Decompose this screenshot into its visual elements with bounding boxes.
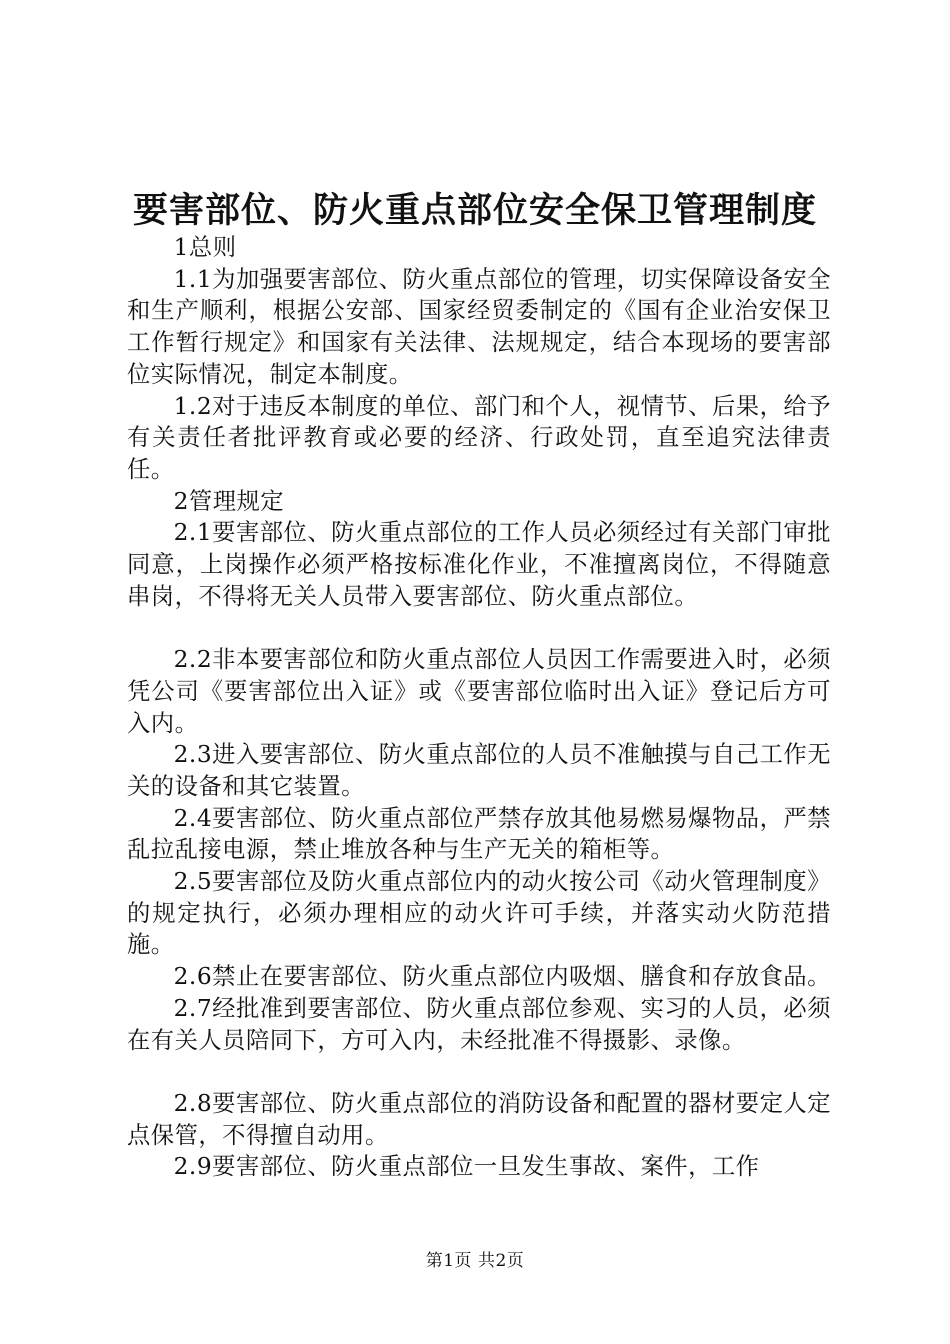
clause-2-8: 2.8要害部位、防火重点部位的消防设备和配置的器材要定人定点保管，不得擅自动用。	[127, 1089, 831, 1149]
document-title: 要害部位、防火重点部位安全保卫管理制度	[132, 190, 817, 231]
page-footer: 第1页 共2页	[425, 1251, 525, 1271]
clause-2-2: 2.2非本要害部位和防火重点部位人员因工作需要进入时，必须凭公司《要害部位出入证》或《要害部位临时出入证》登记后方可入内。	[127, 646, 831, 737]
clause-2-3: 2.3进入要害部位、防火重点部位的人员不准触摸与自己工作无关的设备和其它装置。	[127, 741, 831, 800]
clause-2-1: 2.1要害部位、防火重点部位的工作人员必须经过有关部门审批同意，上岗操作必须严格按标准化作业，不准擅离岗位，不得随意串岗，不得将无关人员带入要害部位、防火重点部位。	[127, 519, 831, 610]
clause-1-1: 1.1为加强要害部位、防火重点部位的管理，切实保障设备安全和生产顺利，根据公安部、国家经贸委制定的《国有企业治安保卫工作暂行规定》和国家有关法律、法规规定，结合本现场的要害部位实际情况，制定本制度。	[127, 265, 831, 388]
clause-2-4: 2.4要害部位、防火重点部位严禁存放其他易燃易爆物品，严禁乱拉乱接电源，禁止堆放各种与生产无关的箱柜等。	[127, 804, 831, 864]
section-heading-management: 2管理规定	[173, 487, 285, 515]
clause-2-6: 2.6禁止在要害部位、防火重点部位内吸烟、膳食和存放食品。	[173, 963, 831, 991]
section-heading-general: 1总则	[173, 234, 237, 261]
clause-2-9: 2.9要害部位、防火重点部位一旦发生事故、案件，工作	[173, 1153, 760, 1181]
document-body	[127, 232, 831, 1183]
clause-1-2: 1.2对于违反本制度的单位、部门和个人，视情节、后果，给予有关责任者批评教育或必要的经济、行政处罚，直至追究法律责任。	[127, 392, 831, 483]
clause-2-7: 2.7经批准到要害部位、防火重点部位参观、实习的人员，必须在有关人员陪同下，方可入内，未经批准不得摄影、录像。	[127, 994, 831, 1054]
clause-2-5: 2.5要害部位及防火重点部位内的动火按公司《动火管理制度》的规定执行，必须办理相应的动火许可手续，并落实动火防范措施。	[127, 868, 831, 959]
